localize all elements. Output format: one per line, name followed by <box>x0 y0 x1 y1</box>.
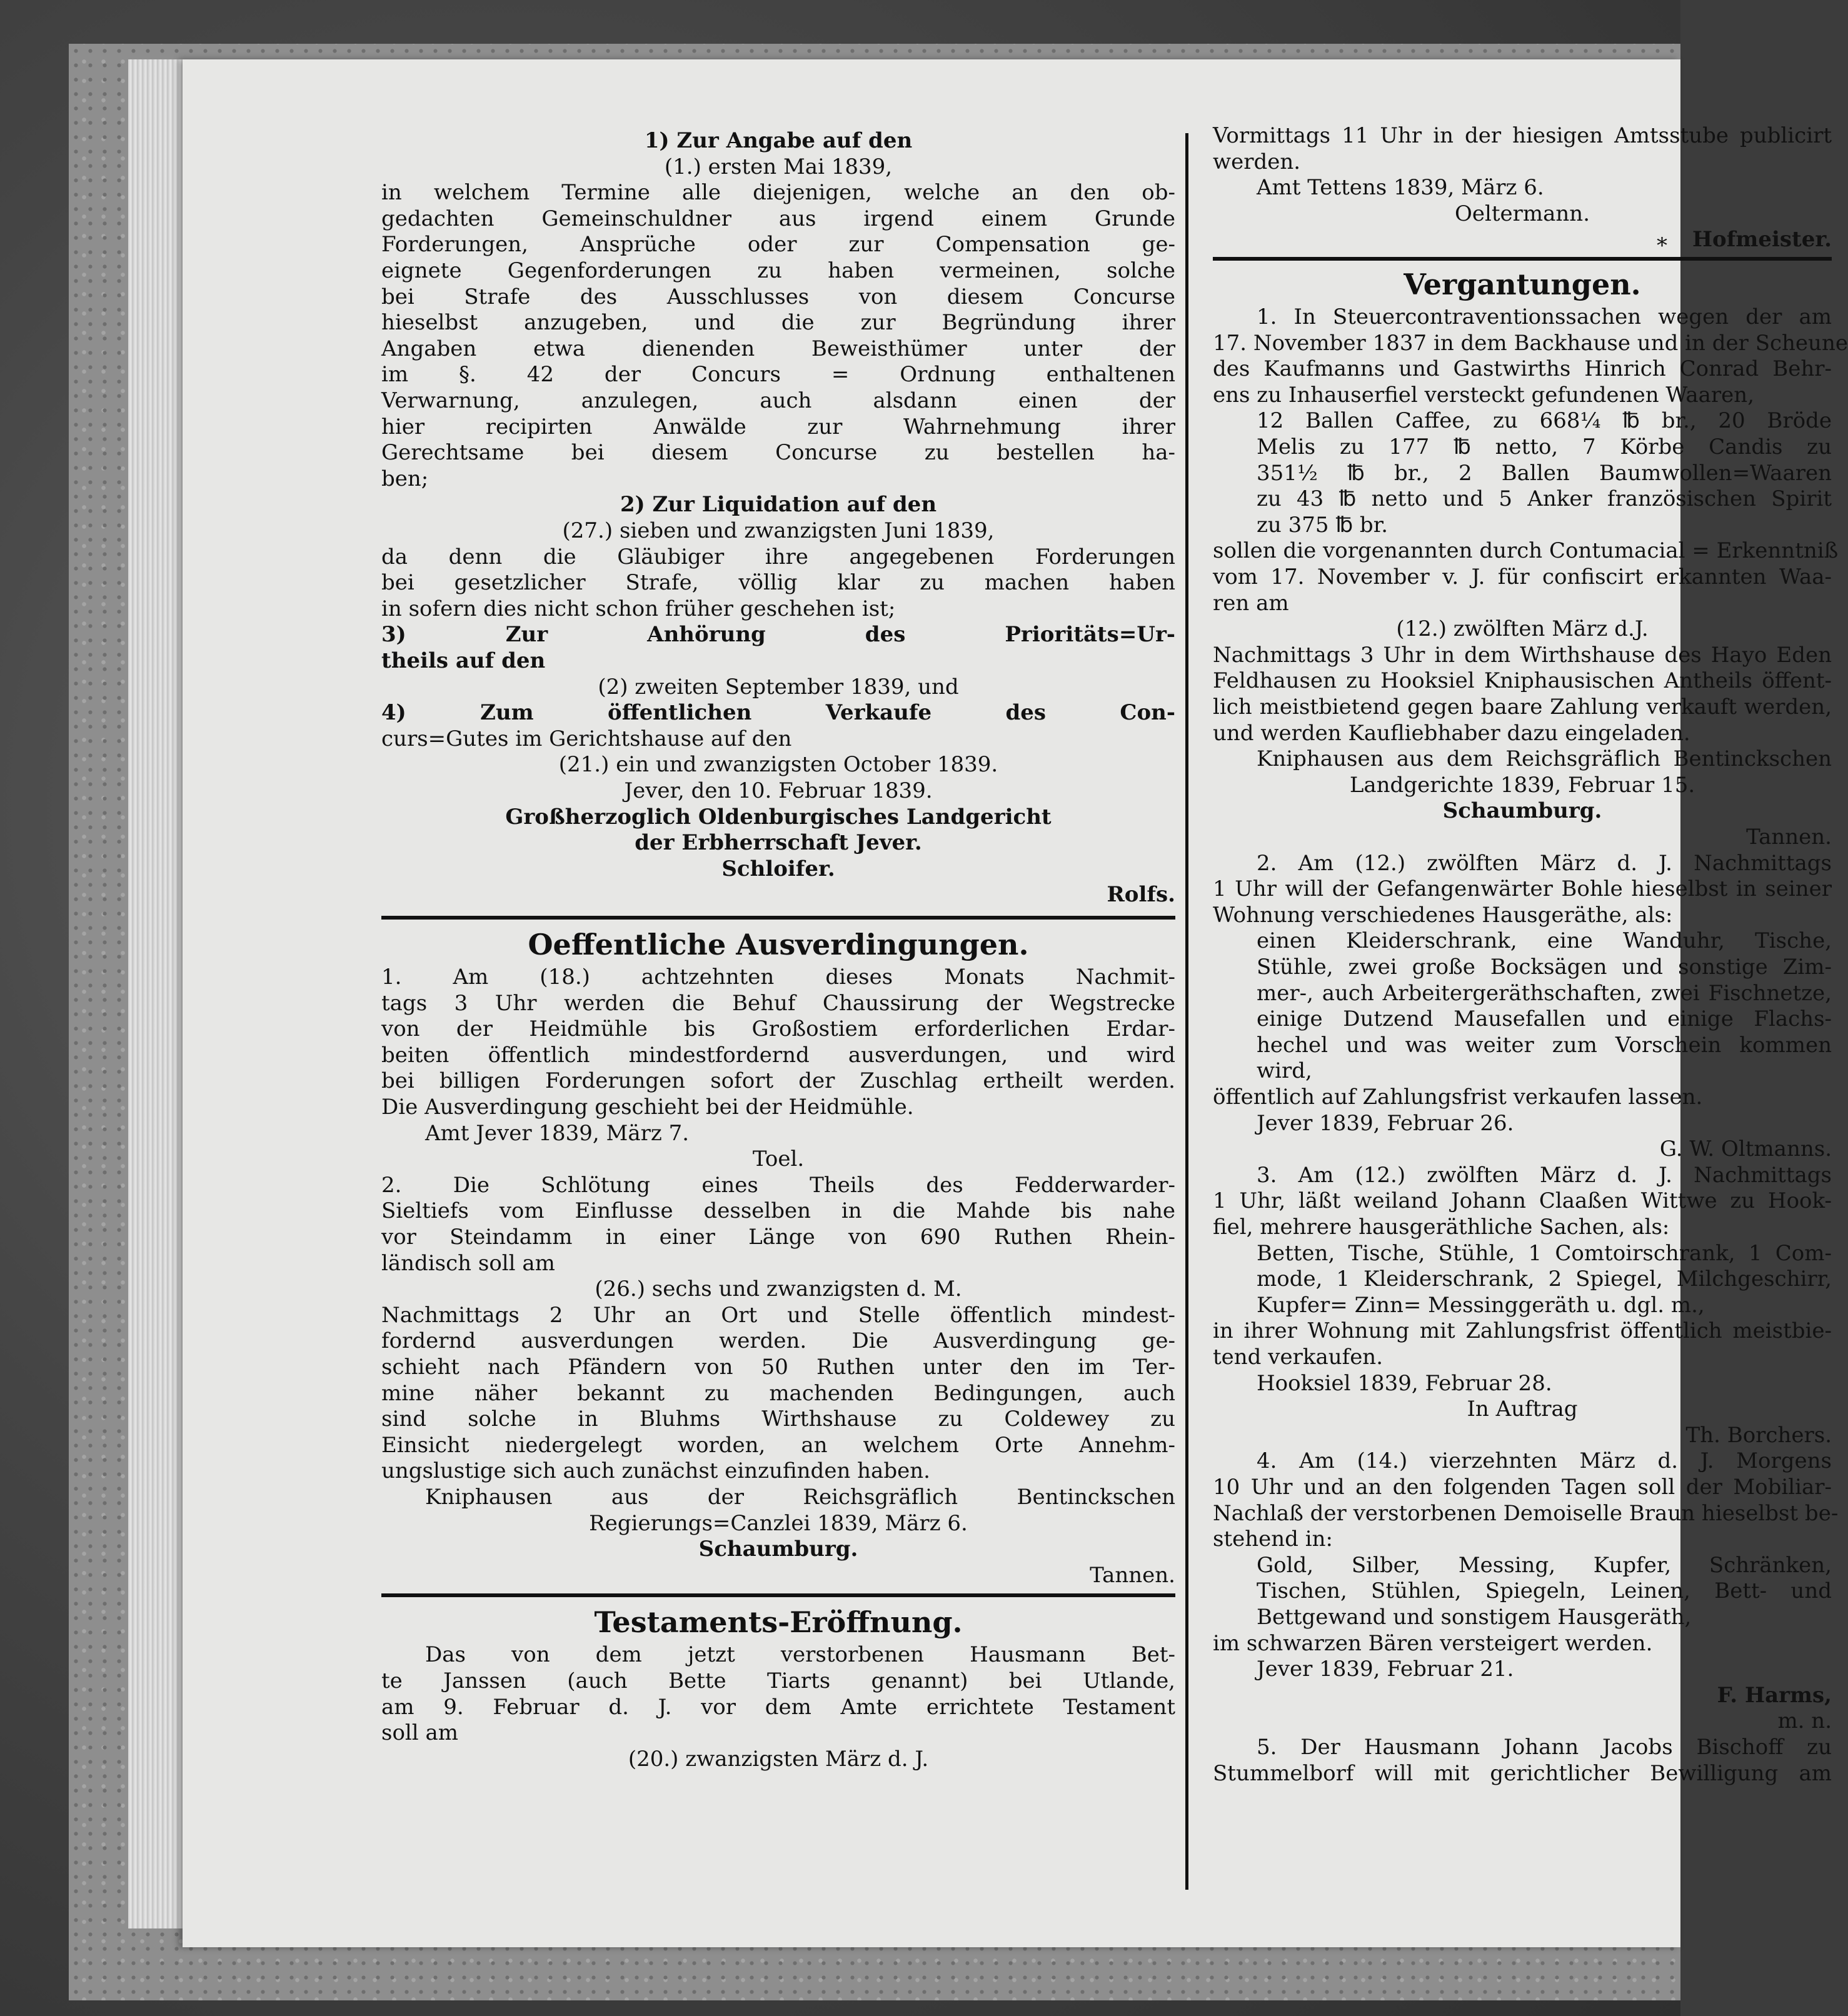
text-line: 4. Am (14.) vierzehnten März d. J. Morgens <box>1257 1448 1832 1474</box>
text-line: fordernd ausverdungen werden. Die Ausverdingung ge- <box>381 1328 1175 1354</box>
text-line: Kupfer= Zinn= Messinggeräth u. dgl. m., <box>1257 1292 1705 1318</box>
text-line: Oeltermann. <box>1454 201 1590 226</box>
text-line: Tannen. <box>1746 825 1832 850</box>
text-line: Großherzoglich Oldenburgisches Landgericht <box>505 804 1052 830</box>
text-line: Forderungen, Ansprüche oder zur Compensation ge- <box>381 232 1175 258</box>
text-line: vom 17. November v. J. für confiscirt erkannten Waa- <box>1213 564 1832 589</box>
text-line: Jever 1839, Februar 26. <box>1257 1110 1514 1136</box>
page-stack-edge <box>128 59 184 1928</box>
text-line: gedachten Gemeinschuldner aus irgend einem Grunde <box>381 206 1175 231</box>
text-line: tend verkaufen. <box>1213 1345 1383 1370</box>
text-line: Nachmittags 3 Uhr in dem Wirthshause des Hayo Eden <box>1213 642 1832 668</box>
text-line: 3) Zur Anhörung des Prioritäts=Ur- <box>381 622 1175 648</box>
text-line: und werden Kaufliebhaber dazu eingeladen. <box>1213 720 1690 746</box>
text-line: curs=Gutes im Gerichtshause auf den <box>381 726 792 751</box>
text-line: In Auftrag <box>1467 1397 1578 1422</box>
text-line: Schloifer. <box>721 856 835 881</box>
text-line: im schwarzen Bären versteigert werden. <box>1213 1630 1653 1656</box>
text-line: lich meistbietend gegen baare Zahlung verkauft werden, <box>1213 695 1832 720</box>
text-line: Vormittags 11 Uhr in der hiesigen Amtsstube publicirt <box>1213 123 1832 148</box>
text-line: Wohnung verschiedenes Hausgeräthe, als: <box>1213 902 1673 928</box>
text-line: (1.) ersten Mai 1839, <box>664 154 893 179</box>
newspaper-page <box>183 59 1848 1947</box>
text-line: 1. In Steuercontraventionssachen wegen der am <box>1257 304 1832 329</box>
text-line: hier recipirten Anwälde zur Wahrnehmung ihrer <box>381 414 1175 439</box>
text-line: Angaben etwa dienenden Beweisthümer unter der <box>381 336 1175 361</box>
text-line: Nachlaß der verstorbenen Demoiselle Braun hieselbst be- <box>1213 1500 1839 1526</box>
text-line: Stühle, zwei große Bocksägen und sonstige Zim- <box>1257 955 1832 980</box>
section-rule <box>381 1593 1175 1597</box>
text-line: in sofern dies nicht schon früher geschehen ist; <box>381 596 896 621</box>
text-line: schieht nach Pfändern von 50 Ruthen unter den im Ter- <box>381 1355 1175 1380</box>
text-line: der Erbherrschaft Jever. <box>635 830 922 856</box>
text-line: bei gesetzlicher Strafe, völlig klar zu machen haben <box>381 570 1175 596</box>
text-line: werden. <box>1213 149 1301 174</box>
text-line: bei billigen Forderungen sofort der Zuschlag ertheilt werden. <box>381 1068 1175 1094</box>
text-line: mer-, auch Arbeitergeräthschaften, zwei Fischnetze, <box>1257 980 1832 1006</box>
text-line: 2. Die Schlötung eines Theils des Fedderwarder- <box>381 1172 1175 1198</box>
text-line: Stummelborf will mit gerichtlicher Bewilligung am <box>1213 1760 1832 1786</box>
text-line: ben; <box>381 466 429 491</box>
text-line: Th. Borchers. <box>1685 1422 1832 1448</box>
text-line: vor Steindamm in einer Länge von 690 Ruthen Rhein- <box>381 1225 1175 1250</box>
text-line: in welchem Termine alle diejenigen, welche an den ob- <box>381 180 1175 206</box>
section-heading: Vergantungen. <box>1404 268 1641 301</box>
text-line: 351½ ℔ br., 2 Ballen Baumwollen=Waaren <box>1257 460 1832 486</box>
text-line: mode, 1 Kleiderschrank, 2 Spiegel, Milchgeschirr, <box>1257 1266 1832 1292</box>
text-line: m. n. <box>1777 1708 1832 1734</box>
text-line: 1 Uhr, läßt weiland Johann Claaßen Wittwe zu Hook- <box>1213 1188 1832 1214</box>
text-line: Tannen. <box>1090 1562 1175 1588</box>
section-rule <box>381 916 1175 920</box>
text-line: am 9. Februar d. J. vor dem Amte errichtete Testament <box>381 1694 1175 1720</box>
text-line: mine näher bekannt zu machenden Bedingungen, auch <box>381 1380 1175 1406</box>
text-line: eignete Gegenforderungen zu haben vermeinen, solche <box>381 258 1175 283</box>
text-line: Sieltiefs vom Einflusse desselben in die Mahde bis nahe <box>381 1198 1175 1224</box>
text-line: 1. Am (18.) achtzehnten dieses Monats Nachmit- <box>381 965 1175 990</box>
text-line: 12 Ballen Caffee, zu 668¼ ℔ br., 20 Bröde <box>1257 408 1832 434</box>
text-line: öffentlich auf Zahlungsfrist verkaufen lassen. <box>1213 1085 1703 1110</box>
text-line: (26.) sechs und zwanzigsten d. M. <box>595 1276 962 1302</box>
text-line: fiel, mehrere hausgeräthliche Sachen, als: <box>1213 1215 1670 1240</box>
text-line: theils auf den <box>381 648 546 673</box>
text-line: 2) Zur Liquidation auf den <box>620 492 937 518</box>
text-line: 10 Uhr und an den folgenden Tagen soll der Mobiliar- <box>1213 1475 1832 1500</box>
text-line: 4) Zum öffentlichen Verkaufe des Con- <box>381 700 1175 726</box>
text-line: einige Dutzend Mausefallen und einige Flachs- <box>1257 1006 1832 1032</box>
text-line: im §. 42 der Concurs = Ordnung enthaltenen <box>381 362 1175 388</box>
text-line: Toel. <box>752 1146 805 1172</box>
text-line: (12.) zwölften März d.J. <box>1396 616 1649 642</box>
text-line: (2) zweiten September 1839, und <box>598 674 959 700</box>
text-line: einen Kleiderschrank, eine Wanduhr, Tische, <box>1257 928 1832 954</box>
text-line: (21.) ein und zwanzigsten October 1839. <box>558 752 998 778</box>
text-line: 17. November 1837 in dem Backhause und in der Scheune <box>1213 330 1848 356</box>
text-line: 1 Uhr will der Gefangenwärter Bohle hieselbst in seiner <box>1213 876 1832 902</box>
text-line: zu 43 ℔ netto und 5 Anker französischen Spirit <box>1257 486 1832 512</box>
text-line: Landgerichte 1839, Februar 15. <box>1349 772 1695 798</box>
text-line: Verwarnung, anzulegen, auch alsdann einen der <box>381 388 1175 413</box>
text-line: Betten, Tische, Stühle, 1 Comtoirschrank, 1 Com- <box>1257 1240 1832 1266</box>
text-line: Die Ausverdingung geschieht bei der Heidmühle. <box>381 1095 914 1120</box>
margin-asterisk: * <box>1657 233 1667 258</box>
text-line: Kniphausen aus der Reichsgräflich Bentinckschen <box>425 1485 1175 1510</box>
text-line: Schaumburg. <box>698 1537 858 1562</box>
text-line: 2. Am (12.) zwölften März d. J. Nachmittags <box>1257 850 1832 876</box>
text-line: von der Heidmühle bis Großostiem erforderlichen Erdar- <box>381 1016 1175 1042</box>
text-line: G. W. Oltmanns. <box>1659 1136 1832 1162</box>
text-line: ens zu Inhauserfiel versteckt gefundenen Waaren, <box>1213 382 1755 408</box>
text-line: stehend in: <box>1213 1527 1333 1552</box>
text-line: Regierungs=Canzlei 1839, März 6. <box>589 1510 968 1536</box>
column-divider <box>1185 133 1188 1890</box>
text-line: (20.) zwanzigsten März d. J. <box>628 1746 929 1772</box>
text-line: Gold, Silber, Messing, Kupfer, Schränken, <box>1257 1552 1832 1578</box>
text-line: te Janssen (auch Bette Tiarts genannt) bei Utlande, <box>381 1668 1175 1693</box>
text-line: sind solche in Bluhms Wirthshause zu Coldewey zu <box>381 1407 1175 1432</box>
text-line: hieselbst anzugeben, und die zur Begründung ihrer <box>381 310 1175 336</box>
text-line: Rolfs. <box>1107 882 1175 908</box>
text-line: Einsicht niedergelegt worden, an welchem Orte Annehm- <box>381 1432 1175 1458</box>
text-line: ländisch soll am <box>381 1250 555 1276</box>
text-line: Kniphausen aus dem Reichsgräflich Bentinckschen <box>1257 746 1832 772</box>
text-line: Hofmeister. <box>1692 227 1832 253</box>
text-line: zu 375 ℔ br. <box>1257 512 1389 538</box>
text-line: Hooksiel 1839, Februar 28. <box>1257 1370 1552 1396</box>
text-line: Amt Jever 1839, März 7. <box>425 1120 690 1146</box>
text-line: Jever 1839, Februar 21. <box>1257 1657 1514 1682</box>
text-line: des Kaufmanns und Gastwirths Hinrich Conrad Behr- <box>1213 356 1832 382</box>
text-line: 3. Am (12.) zwölften März d. J. Nachmittags <box>1257 1162 1832 1188</box>
text-line: ren am <box>1213 590 1289 616</box>
text-line: Amt Tettens 1839, März 6. <box>1257 175 1544 201</box>
section-heading: Oeffentliche Ausverdingungen. <box>528 928 1029 961</box>
text-line: Melis zu 177 ℔ netto, 7 Körbe Candis zu <box>1257 434 1832 459</box>
text-line: Schaumburg. <box>1442 798 1602 824</box>
text-line: hechel und was weiter zum Vorschein kommen <box>1257 1032 1832 1058</box>
text-line: F. Harms, <box>1717 1682 1832 1708</box>
text-line: Jever, den 10. Februar 1839. <box>624 778 933 803</box>
text-line: Bettgewand und sonstigem Hausgeräth, <box>1257 1605 1692 1630</box>
text-line: sollen die vorgenannten durch Contumacial = Erkenntniß <box>1213 538 1839 564</box>
text-line: Nachmittags 2 Uhr an Ort und Stelle öffentlich mindest- <box>381 1302 1175 1328</box>
text-line: wird, <box>1257 1058 1312 1084</box>
text-line: 1) Zur Angabe auf den <box>644 128 913 153</box>
text-line: beiten öffentlich mindestfordernd ausverdungen, und wird <box>381 1042 1175 1068</box>
text-line: ungslustige sich auch zunächst einzufinden haben. <box>381 1458 930 1484</box>
text-line: soll am <box>381 1720 458 1746</box>
text-line: bei Strafe des Ausschlusses von diesem Concurse <box>381 284 1175 309</box>
text-line: Tischen, Stühlen, Spiegeln, Leinen, Bett- und <box>1257 1578 1832 1604</box>
text-line: Das von dem jetzt verstorbenen Hausmann Bet- <box>425 1642 1175 1668</box>
text-line: tags 3 Uhr werden die Behuf Chaussirung der Wegstrecke <box>381 990 1175 1016</box>
text-line: (27.) sieben und zwanzigsten Juni 1839, <box>562 518 995 543</box>
section-rule <box>1213 257 1832 261</box>
text-line: in ihrer Wohnung mit Zahlungsfrist öffentlich meistbie- <box>1213 1318 1832 1344</box>
text-line: Gerechtsame bei diesem Concurse zu bestellen ha- <box>381 440 1175 466</box>
text-line: da denn die Gläubiger ihre angegebenen Forderungen <box>381 544 1175 569</box>
text-line: 5. Der Hausmann Johann Jacobs Bischoff zu <box>1257 1735 1832 1760</box>
text-line: Feldhausen zu Hooksiel Kniphausischen Antheils öffent- <box>1213 668 1832 694</box>
section-heading: Testaments-Eröffnung. <box>594 1605 963 1640</box>
